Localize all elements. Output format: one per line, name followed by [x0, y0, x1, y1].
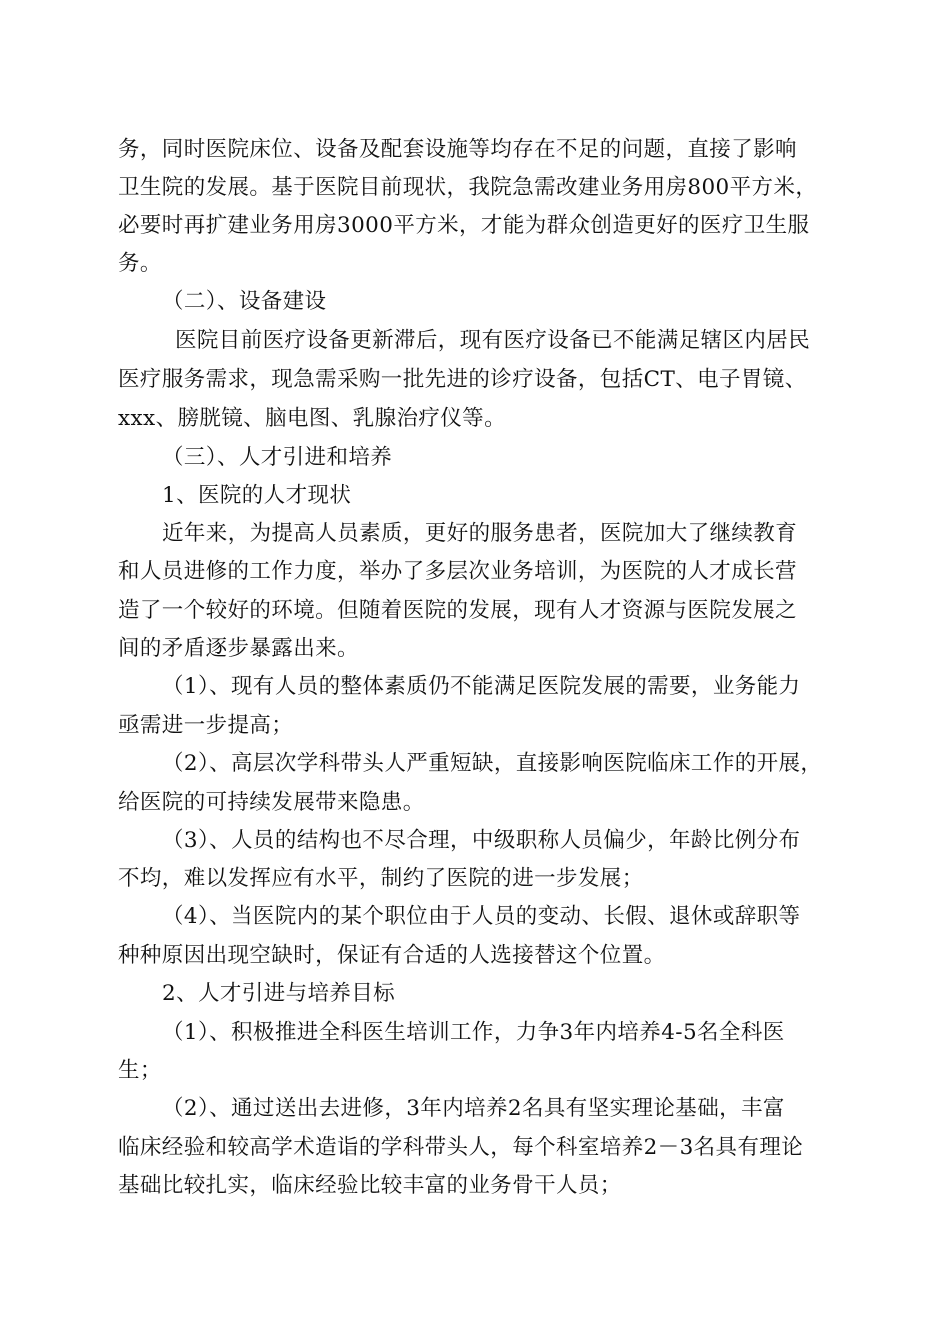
text-line: 亟需进一步提高； [118, 713, 294, 738]
subsection-heading: 2、人才引进与培养目标 [162, 981, 396, 1006]
text-line: 给医院的可持续发展带来隐患。 [118, 790, 425, 815]
list-item: （2）、高层次学科带头人严重短缺，直接影响医院临床工作的开展， [162, 751, 823, 776]
text-line: 种种原因出现空缺时，保证有合适的人选接替这个位置。 [118, 943, 666, 968]
text-line: 必要时再扩建业务用房3000平方米，才能为群众创造更好的医疗卫生服 [118, 213, 810, 238]
text-line: 不均，难以发挥应有水平，制约了医院的进一步发展； [118, 866, 644, 891]
text-line: xxx、膀胱镜、脑电图、乳腺治疗仪等。 [118, 406, 506, 431]
list-item: （1）、现有人员的整体素质仍不能满足医院发展的需要，业务能力 [162, 674, 801, 699]
text-line: 医院目前医疗设备更新滞后，现有医疗设备已不能满足辖区内居民 [175, 328, 811, 353]
text-line: 间的矛盾逐步暴露出来。 [118, 636, 359, 661]
list-item: （3）、人员的结构也不尽合理，中级职称人员偏少，年龄比例分布 [162, 828, 801, 853]
list-item: （2）、通过送出去进修，3年内培养2名具有坚实理论基础，丰富 [162, 1096, 785, 1121]
list-item: （4）、当医院内的某个职位由于人员的变动、长假、退休或辞职等 [162, 904, 801, 929]
section-heading: （三）、人才引进和培养 [162, 445, 393, 470]
text-line: 近年来，为提高人员素质，更好的服务患者，医院加大了继续教育 [162, 521, 798, 546]
text-line: 造了一个较好的环境。但随着医院的发展，现有人才资源与医院发展之 [118, 598, 797, 623]
text-line: 务。 [118, 251, 162, 276]
text-line: 临床经验和较高学术造诣的学科带头人，每个科室培养2－3名具有理论 [118, 1135, 804, 1160]
text-line: 务，同时医院床位、设备及配套设施等均存在不足的问题，直接了影响 [118, 137, 797, 162]
section-heading: （二）、设备建设 [162, 289, 327, 314]
text-line: 医疗服务需求，现急需采购一批先进的诊疗设备，包括CT、电子胃镜、 [118, 367, 807, 392]
text-line: 生； [118, 1058, 162, 1083]
text-line: 卫生院的发展。基于医院目前现状，我院急需改建业务用房800平方米， [118, 175, 818, 200]
text-line: 基础比较扎实，临床经验比较丰富的业务骨干人员； [118, 1173, 622, 1198]
list-item: （1）、积极推进全科医生培训工作，力争3年内培养4-5名全科医 [162, 1020, 785, 1045]
subsection-heading: 1、医院的人才现状 [162, 483, 352, 508]
text-line: 和人员进修的工作力度，举办了多层次业务培训，为医院的人才成长营 [118, 559, 797, 584]
